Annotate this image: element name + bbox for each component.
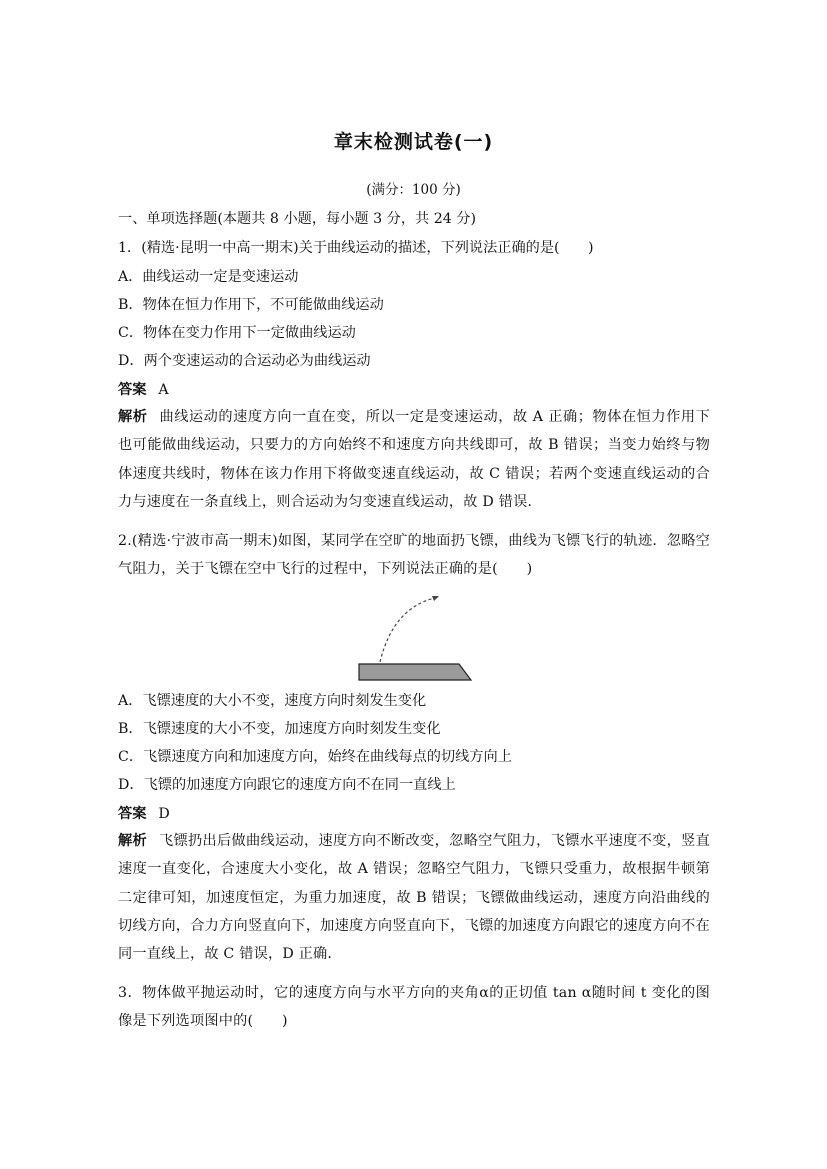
arrow-head-icon — [432, 596, 439, 601]
question-2-option-b: B．飞镖速度的大小不变，加速度方向时刻发生变化 — [118, 721, 441, 737]
question-1-stem: 1．(精选·昆明一中高一期末)关于曲线运动的描述，下列说法正确的是( ) — [118, 240, 594, 256]
question-1-option-d: D．两个变速运动的合运动必为曲线运动 — [118, 353, 371, 369]
question-2-option-a: A．飞镖速度的大小不变，速度方向时刻发生变化 — [118, 693, 427, 709]
ground-block — [359, 664, 471, 680]
question-1-option-a: A．曲线运动一定是变速运动 — [118, 269, 299, 285]
question-3-stem: 3．物体做平抛运动时，它的速度方向与水平方向的夹角α的正切值 tan α随时间 t 变化的图像是下列选项图中的( ) — [118, 985, 710, 1030]
analysis-text: 飞镖扔出后做曲线运动，速度方向不断改变，忽略空气阻力，飞镖水平速度不变，竖直速度一直变化，合速度大小变化，故 A 错误；忽略空气阻力，飞镖只受重力，故根据牛顿第二定律可知，加速度恒定，为重力加速度，故 B 错误；飞镖做曲线运动，速度方向沿曲线的切线方向，合力方向竖直向下，加速度方向竖直向下，飞镖的加速度方向跟它的速度方向不在同一直线上，故 C 错误，D 正确． — [118, 833, 710, 963]
answer-value: D — [158, 806, 170, 822]
question-2-option-d: D．飞镖的加速度方向跟它的速度方向不在同一直线上 — [118, 777, 456, 793]
question-1-option-b: B．物体在恒力作用下，不可能做曲线运动 — [118, 297, 384, 313]
question-1-option-c: C．物体在变力作用下一定做曲线运动 — [118, 325, 356, 341]
trajectory-curve — [380, 598, 435, 662]
answer-label: 答案 — [118, 382, 147, 398]
analysis-text: 曲线运动的速度方向一直在变，所以一定是变速运动，故 A 正确；物体在恒力作用下也可能做曲线运动，只要力的方向始终不和速度方向共线即可，故 B 错误；当变力始终与物体速度共线时，物体在该力作用下将做变速直线运动，故 C 错误；若两个变速直线运动的合力与速度在一条直线上，则合运动为匀变速直线运动，故 D 错误． — [118, 409, 710, 510]
question-2-stem: 2.(精选·宁波市高一期末)如图，某同学在空旷的地面扔飞镖，曲线为飞镖飞行的轨迹．忽略空气阻力，关于飞镖在空中飞行的过程中，下列说法正确的是( ) — [118, 533, 710, 578]
analysis-label: 解析 — [118, 409, 148, 425]
full-score: (满分：100 分) — [366, 182, 461, 198]
answer-label: 答案 — [118, 806, 147, 822]
page-title: 章末检测试卷(一) — [333, 131, 494, 153]
question-2-answer — [118, 804, 718, 824]
analysis-label: 解析 — [118, 833, 148, 849]
question-2-analysis — [118, 827, 710, 968]
question-2-option-c: C．飞镖速度方向和加速度方向，始终在曲线每点的切线方向上 — [118, 749, 512, 765]
section-heading: 一、单项选择题(本题共 8 小题，每小题 3 分，共 24 分) — [118, 211, 476, 227]
question-1-answer — [118, 380, 718, 400]
dart-trajectory-figure — [355, 590, 475, 685]
answer-value: A — [158, 382, 169, 398]
question-1-analysis — [118, 403, 710, 516]
